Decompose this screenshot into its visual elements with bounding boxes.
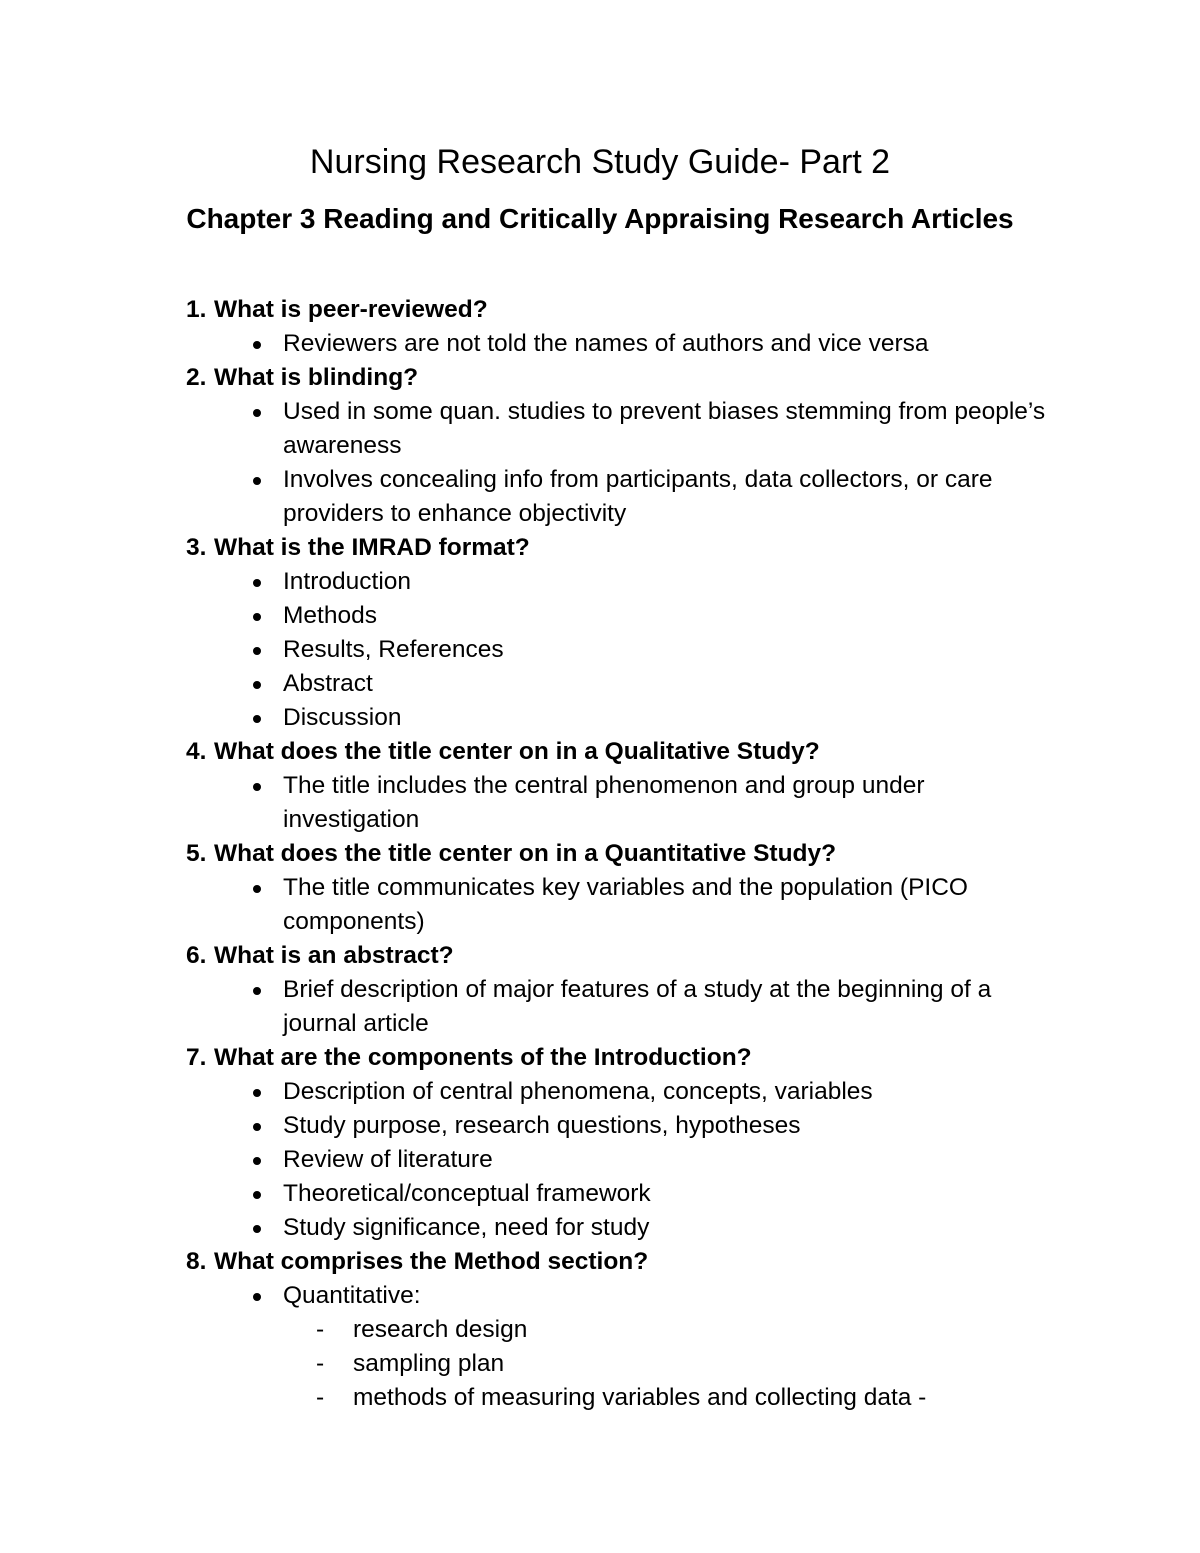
question-1 [186,293,1066,327]
answer-list [186,395,1066,531]
answer-bullet: The title includes the central phenomenon and group under investigation [186,769,1066,837]
answer-bullet: Study purpose, research questions, hypotheses [186,1109,1066,1143]
sub-item [186,1347,1066,1381]
sub-item [186,1381,1066,1415]
question-text: What is an abstract? [214,942,454,969]
answer-bullet: Study significance, need for study [186,1211,1066,1245]
question-text: What is the IMRAD format? [214,534,530,561]
answer-list [186,769,1066,837]
dash-marker: - [316,1384,325,1411]
question-text: What are the components of the Introduction? [214,1044,752,1071]
question-7 [186,1041,1066,1075]
answer-bullet: Involves concealing info from participants, data collectors, or care providers to enhance objectivity [186,463,1066,531]
answer-bullet: Methods [186,599,1066,633]
question-number: 5. [186,840,207,867]
question-3 [186,531,1066,565]
question-text: What is blinding? [214,364,419,391]
answer-bullet: Reviewers are not told the names of authors and vice versa [186,327,1066,361]
question-number: 1. [186,296,207,323]
question-8 [186,1245,1066,1279]
question-list [186,293,1066,1415]
answer-list [186,1279,1066,1313]
question-text: What comprises the Method section? [214,1248,649,1275]
answer-list [186,565,1066,735]
sub-item [186,1313,1066,1347]
sub-item-text: research design [353,1316,528,1343]
dash-marker: - [316,1350,325,1377]
question-number: 3. [186,534,207,561]
question-text: What does the title center on in a Quantitative Study? [214,840,837,867]
question-number: 6. [186,942,207,969]
answer-bullet: The title communicates key variables and the population (PICO components) [186,871,1066,939]
question-2 [186,361,1066,395]
answer-bullet: Discussion [186,701,1066,735]
answer-list [186,1075,1066,1245]
chapter-heading: Chapter 3 Reading and Critically Appraising Research Articles [186,203,1014,234]
answer-bullet: Brief description of major features of a study at the beginning of a journal article [186,973,1066,1041]
answer-bullet: Used in some quan. studies to prevent biases stemming from people’s awareness [186,395,1066,463]
question-4 [186,735,1066,769]
question-number: 8. [186,1248,207,1275]
answer-bullet: Results, References [186,633,1066,667]
question-number: 7. [186,1044,207,1071]
question-6 [186,939,1066,973]
answer-list [186,973,1066,1041]
answer-bullet: Introduction [186,565,1066,599]
answer-list [186,327,1066,361]
sub-item-text: methods of measuring variables and collecting data - [353,1384,927,1411]
answer-bullet: Theoretical/conceptual framework [186,1177,1066,1211]
answer-list [186,871,1066,939]
answer-bullet: Description of central phenomena, concepts, variables [186,1075,1066,1109]
answer-bullet: Abstract [186,667,1066,701]
question-text: What is peer-reviewed? [214,296,488,323]
document-title: Nursing Research Study Guide- Part 2 [309,143,891,181]
answer-bullet: Review of literature [186,1143,1066,1177]
question-5 [186,837,1066,871]
answer-bullet: Quantitative: [186,1279,1066,1313]
dash-marker: - [316,1316,325,1343]
sub-item-list [186,1313,1066,1415]
sub-item-text: sampling plan [353,1350,505,1377]
question-number: 4. [186,738,207,765]
question-text: What does the title center on in a Qualitative Study? [214,738,820,765]
question-number: 2. [186,364,207,391]
